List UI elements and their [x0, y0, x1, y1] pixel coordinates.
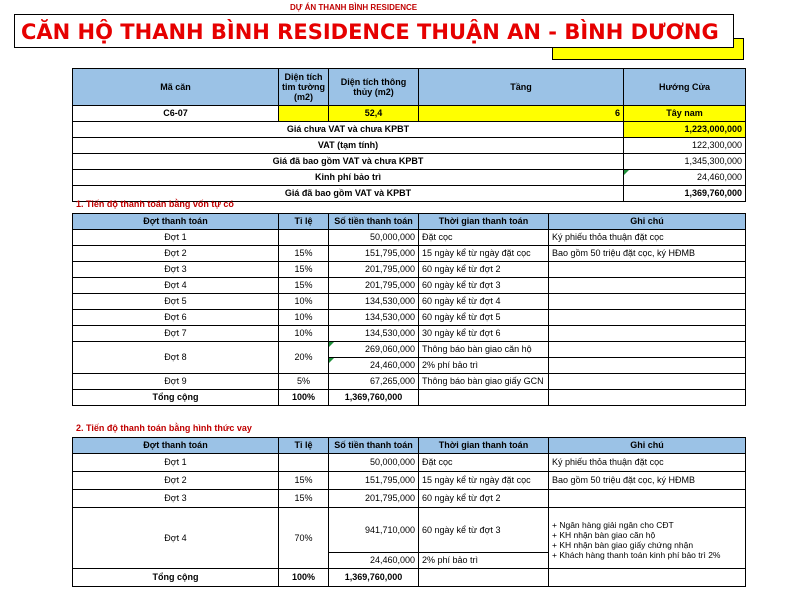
- cell-tile: 15%: [279, 262, 329, 278]
- cell-ghichu: [549, 278, 746, 294]
- unit-dt-tim-tuong: [279, 106, 329, 122]
- cell-dot: Đợt 8: [73, 342, 279, 374]
- total-thoigian: [419, 390, 549, 406]
- cell-tile: 15%: [279, 278, 329, 294]
- cell-sotien: 50,000,000: [329, 454, 419, 472]
- table-row: [73, 278, 746, 294]
- unit-dt-thong-thuy: 52,4: [329, 106, 419, 122]
- cell-sotien: 24,460,000: [329, 553, 419, 569]
- page-title-banner: CĂN HỘ THANH BÌNH RESIDENCE THUẬN AN - BÌNH DƯƠNG: [14, 14, 734, 48]
- total-row: [73, 390, 746, 406]
- header-tile: Tỉ lệ: [279, 214, 329, 230]
- header-ma-can: Mã căn: [73, 69, 279, 106]
- total-thoigian: [419, 569, 549, 587]
- price-row: [73, 138, 746, 154]
- cell-thoigian: 60 ngày kể từ đợt 2: [419, 262, 549, 278]
- cell-thoigian: 60 ngày kể từ đợt 4: [419, 294, 549, 310]
- cell-thoigian: 15 ngày kể từ ngày đặt cọc: [419, 246, 549, 262]
- cell-tile: 70%: [279, 508, 329, 569]
- total-ghichu: [549, 390, 746, 406]
- cell-dot: Đợt 9: [73, 374, 279, 390]
- cell-sotien: 201,795,000: [329, 278, 419, 294]
- cell-thoigian: Thông báo bàn giao căn hộ: [419, 342, 549, 358]
- header-dt-tim-tuong: Diện tích tim tường (m2): [279, 69, 329, 106]
- unit-row: [73, 106, 746, 122]
- note-line: + KH nhận bàn giao giấy chứng nhận: [552, 540, 694, 550]
- cell-ghichu: [549, 262, 746, 278]
- section2-title: 2. Tiến độ thanh toán bằng hình thức vay: [76, 423, 252, 433]
- cell-sotien: 134,530,000: [329, 294, 419, 310]
- price-row: [73, 154, 746, 170]
- unit-ma-can: C6-07: [73, 106, 279, 122]
- cell-thoigian: 30 ngày kể từ đợt 6: [419, 326, 549, 342]
- header-tang: Tầng: [419, 69, 624, 106]
- cell-thoigian: 2% phí bảo trì: [419, 358, 549, 374]
- cell-tile: 15%: [279, 490, 329, 508]
- cell-thoigian: 60 ngày kể từ đợt 3: [419, 508, 549, 553]
- cell-dot: Đợt 4: [73, 278, 279, 294]
- total-sotien: 1,369,760,000: [329, 569, 419, 587]
- cell-ghichu: [549, 294, 746, 310]
- cell-sotien: 151,795,000: [329, 472, 419, 490]
- section1-title: 1. Tiến độ thanh toán bằng vốn tự có: [76, 199, 234, 209]
- price-value: 1,345,300,000: [624, 154, 746, 170]
- price-row: [73, 170, 746, 186]
- note-line: + Khách hàng thanh toán kinh phí bảo trì 2%: [552, 550, 721, 560]
- cell-ghichu: Ký phiếu thỏa thuận đặt cọc: [549, 230, 746, 246]
- cell-thoigian: 2% phí bảo trì: [419, 553, 549, 569]
- table-row: [73, 374, 746, 390]
- table-row: [73, 508, 746, 553]
- price-label: Kinh phí bảo trì: [73, 170, 624, 186]
- cell-tile: 10%: [279, 294, 329, 310]
- total-tile: 100%: [279, 569, 329, 587]
- unit-tang: 6: [419, 106, 624, 122]
- unit-header-row: [73, 69, 746, 106]
- table-row: [73, 472, 746, 490]
- cell-tile: 20%: [279, 342, 329, 374]
- section2-header-row: [73, 438, 746, 454]
- cell-dot: Đợt 4: [73, 508, 279, 569]
- cell-dot: Đợt 2: [73, 246, 279, 262]
- cell-ghichu: [549, 310, 746, 326]
- header-dot: Đợt thanh toán: [73, 214, 279, 230]
- total-ghichu: [549, 569, 746, 587]
- total-label: Tổng cộng: [73, 569, 279, 587]
- cell-dot: Đợt 3: [73, 490, 279, 508]
- cell-dot: Đợt 6: [73, 310, 279, 326]
- total-sotien: 1,369,760,000: [329, 390, 419, 406]
- project-subtitle: DỰ ÁN THANH BÌNH RESIDENCE: [290, 3, 418, 12]
- header-sotien: Số tiền thanh toán: [329, 214, 419, 230]
- cell-dot: Đợt 5: [73, 294, 279, 310]
- header-dt-thong-thuy: Diện tích thông thủy (m2): [329, 69, 419, 106]
- table-row: [73, 262, 746, 278]
- price-value: 24,460,000: [624, 170, 746, 186]
- cell-sotien: 941,710,000: [329, 508, 419, 553]
- cell-thoigian: Thông báo bàn giao giấy GCN: [419, 374, 549, 390]
- cell-dot: Đợt 3: [73, 262, 279, 278]
- price-row: [73, 122, 746, 138]
- cell-tile: 10%: [279, 310, 329, 326]
- header-thoigian: Thời gian thanh toán: [419, 438, 549, 454]
- price-value: 1,369,760,000: [624, 186, 746, 202]
- cell-ghichu-notes: [549, 508, 746, 569]
- table-row: [73, 230, 746, 246]
- header-ghichu: Ghi chú: [549, 438, 746, 454]
- table-row: [73, 310, 746, 326]
- cell-dot: Đợt 1: [73, 454, 279, 472]
- table-row: [73, 246, 746, 262]
- note-line: + Ngân hàng giải ngân cho CĐT: [552, 520, 674, 530]
- cell-ghichu: [549, 374, 746, 390]
- cell-dot: Đợt 7: [73, 326, 279, 342]
- cell-sotien: 201,795,000: [329, 490, 419, 508]
- cell-sotien: 201,795,000: [329, 262, 419, 278]
- cell-sotien: 269,060,000: [329, 342, 419, 358]
- total-label: Tổng cộng: [73, 390, 279, 406]
- section1-table: [72, 213, 746, 406]
- cell-sotien: 134,530,000: [329, 326, 419, 342]
- cell-tile: 10%: [279, 326, 329, 342]
- header-huong-cua: Hướng Cửa: [624, 69, 746, 106]
- cell-thoigian: 60 ngày kể từ đợt 5: [419, 310, 549, 326]
- price-label: Giá đã bao gồm VAT và chưa KPBT: [73, 154, 624, 170]
- price-label: Giá chưa VAT và chưa KPBT: [73, 122, 624, 138]
- cell-thoigian: 60 ngày kể từ đợt 3: [419, 278, 549, 294]
- header-dot: Đợt thanh toán: [73, 438, 279, 454]
- table-row: [73, 294, 746, 310]
- cell-ghichu: [549, 342, 746, 358]
- price-value: 1,223,000,000: [624, 122, 746, 138]
- table-row: [73, 326, 746, 342]
- cell-ghichu: [549, 358, 746, 374]
- cell-tile: 5%: [279, 374, 329, 390]
- header-thoigian: Thời gian thanh toán: [419, 214, 549, 230]
- unit-price-table: [72, 68, 746, 202]
- table-row: [73, 454, 746, 472]
- cell-ghichu: Ký phiếu thỏa thuận đặt cọc: [549, 454, 746, 472]
- cell-dot: Đợt 1: [73, 230, 279, 246]
- total-row: [73, 569, 746, 587]
- cell-tile: 15%: [279, 246, 329, 262]
- price-label: VAT (tạm tính): [73, 138, 624, 154]
- cell-sotien: 67,265,000: [329, 374, 419, 390]
- cell-tile: [279, 230, 329, 246]
- header-tile: Tỉ lệ: [279, 438, 329, 454]
- cell-ghichu: [549, 326, 746, 342]
- section1-header-row: [73, 214, 746, 230]
- cell-thoigian: 60 ngày kể từ đợt 2: [419, 490, 549, 508]
- cell-tile: 15%: [279, 472, 329, 490]
- cell-thoigian: Đặt cọc: [419, 230, 549, 246]
- cell-sotien: 151,795,000: [329, 246, 419, 262]
- cell-thoigian: Đặt cọc: [419, 454, 549, 472]
- cell-tile: [279, 454, 329, 472]
- section2-table: [72, 437, 746, 587]
- cell-ghichu: Bao gồm 50 triệu đặt cọc, ký HĐMB: [549, 246, 746, 262]
- header-sotien: Số tiền thanh toán: [329, 438, 419, 454]
- table-row: [73, 490, 746, 508]
- total-tile: 100%: [279, 390, 329, 406]
- price-label: Giá đã bao gồm VAT và KPBT: [73, 186, 624, 202]
- cell-ghichu: [549, 490, 746, 508]
- cell-sotien: 24,460,000: [329, 358, 419, 374]
- cell-dot: Đợt 2: [73, 472, 279, 490]
- cell-thoigian: 15 ngày kể từ ngày đặt cọc: [419, 472, 549, 490]
- note-line: + KH nhận bàn giao căn hộ: [552, 530, 656, 540]
- price-value: 122,300,000: [624, 138, 746, 154]
- table-row: [73, 342, 746, 358]
- unit-huong-cua: Tây nam: [624, 106, 746, 122]
- header-ghichu: Ghi chú: [549, 214, 746, 230]
- cell-ghichu: Bao gồm 50 triệu đặt cọc, ký HĐMB: [549, 472, 746, 490]
- cell-sotien: 50,000,000: [329, 230, 419, 246]
- cell-sotien: 134,530,000: [329, 310, 419, 326]
